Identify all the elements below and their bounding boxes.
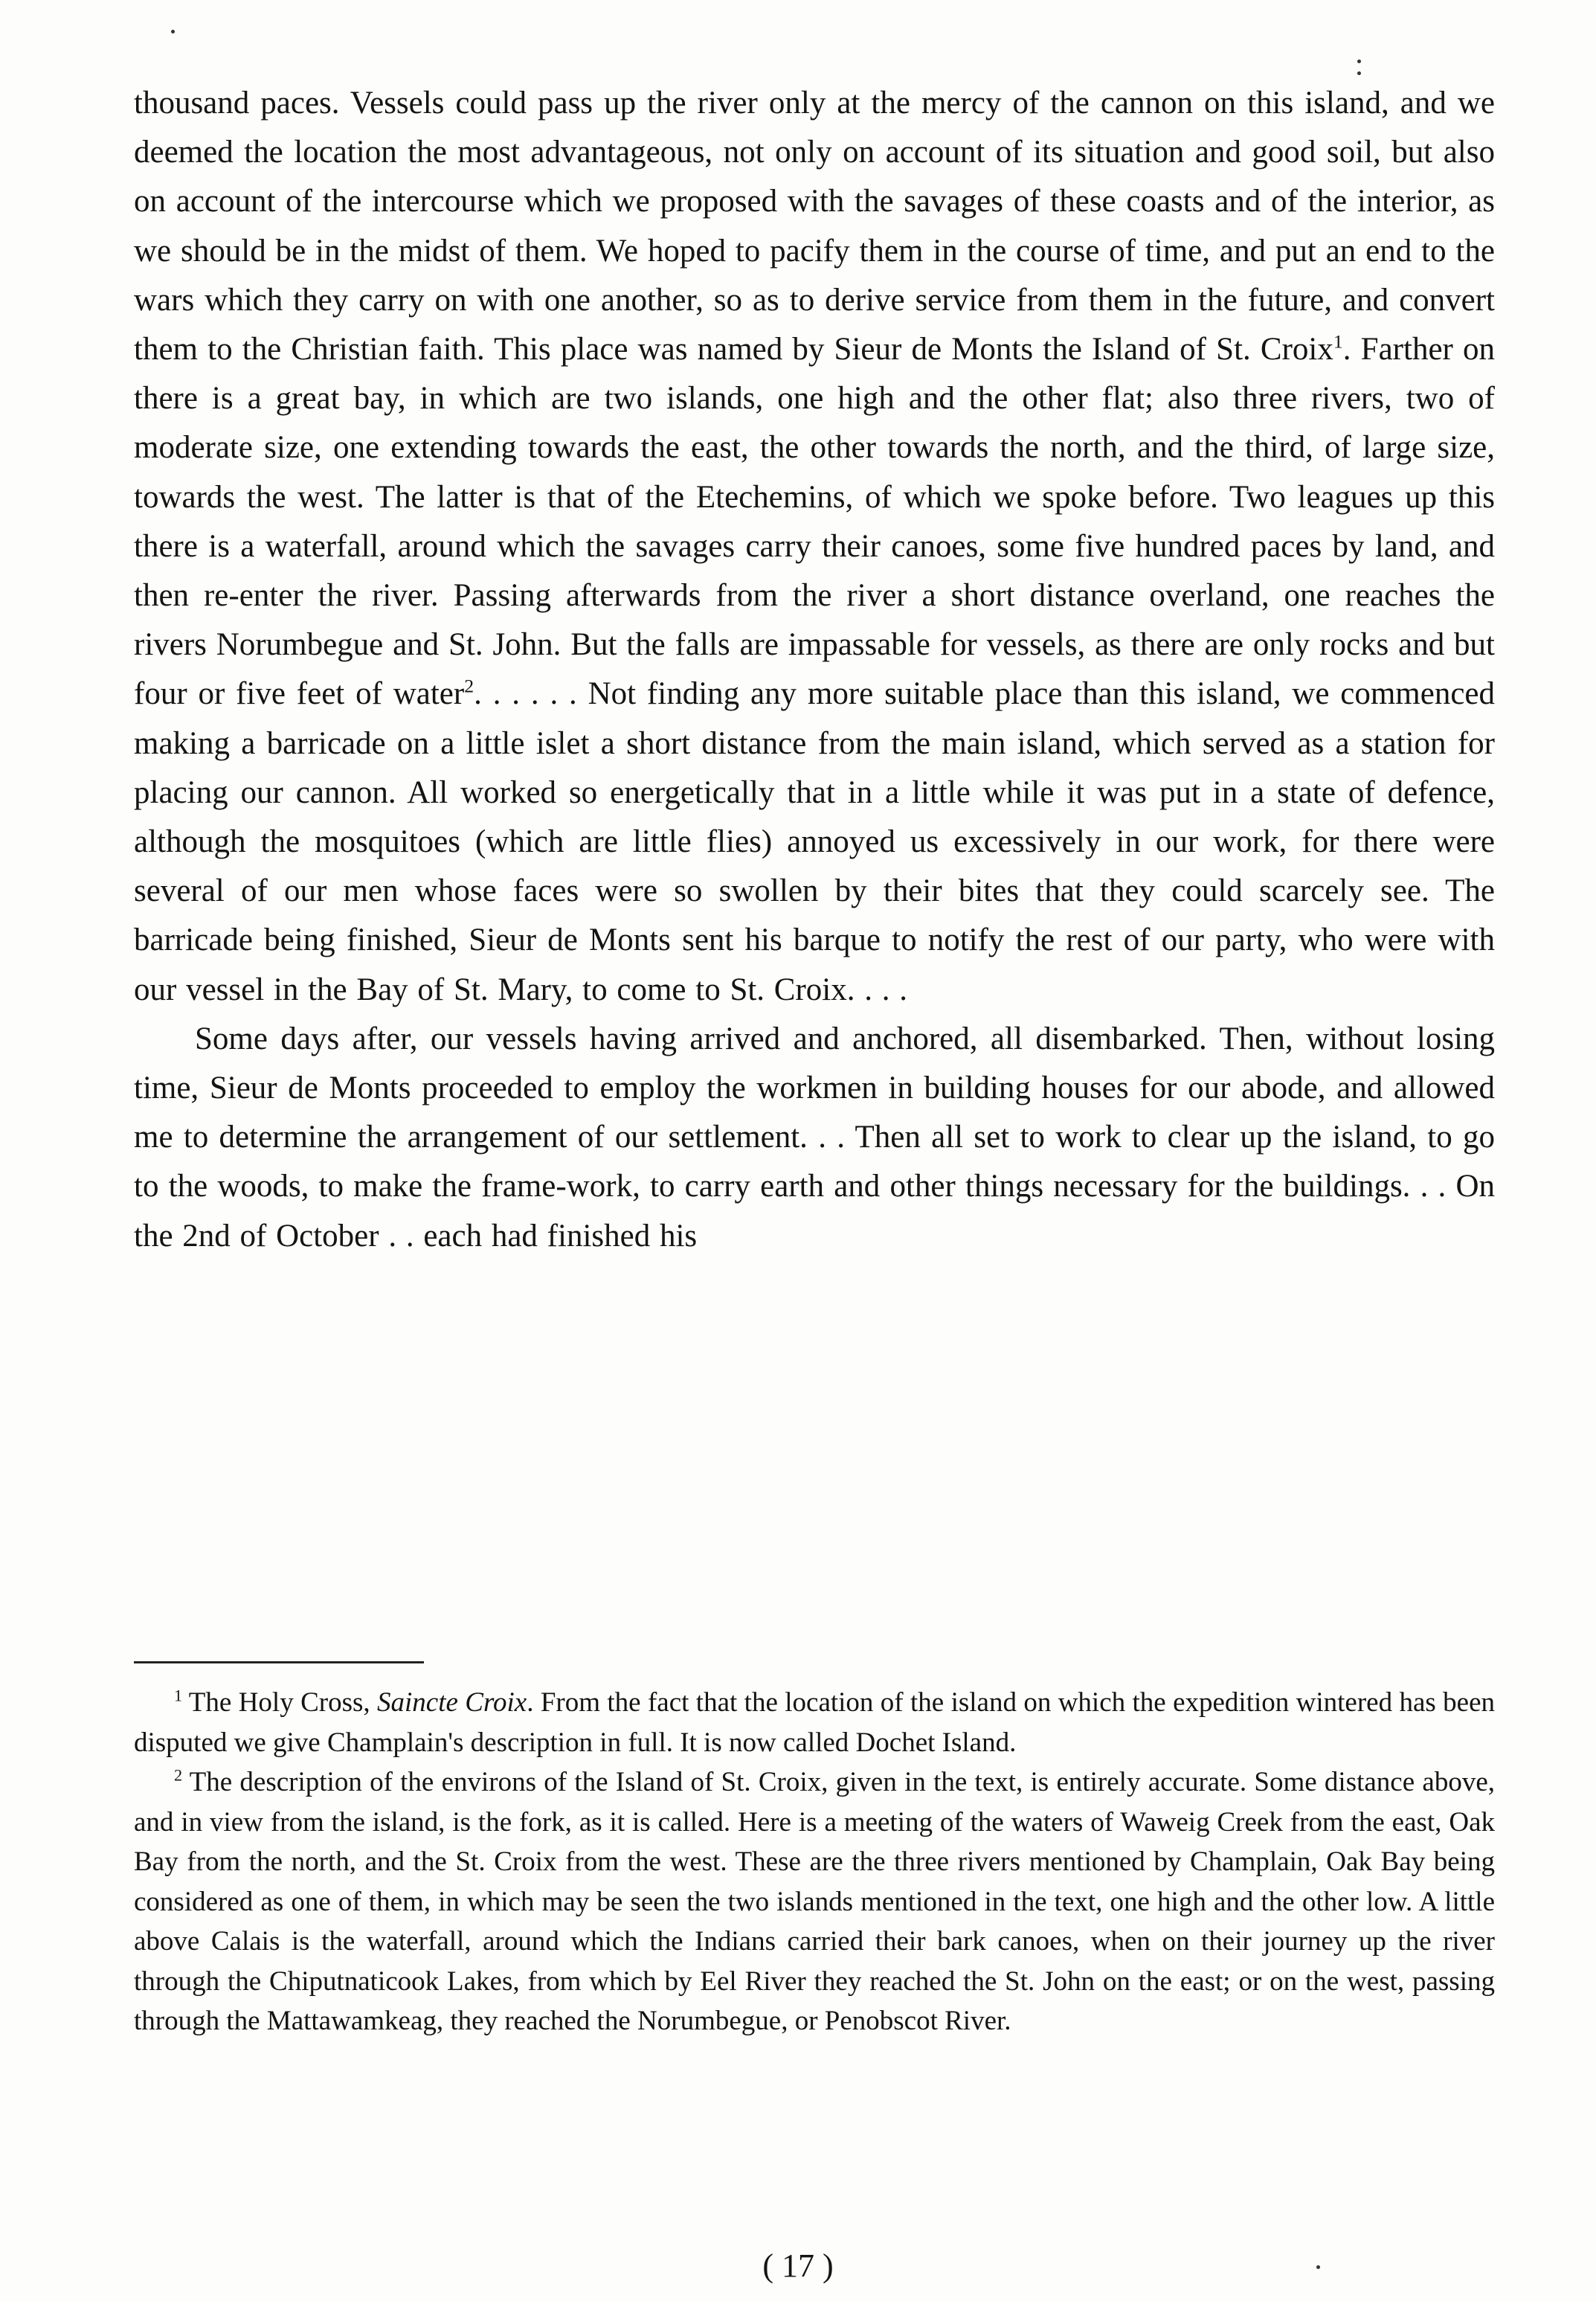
footnote-2 (134, 1762, 1495, 2041)
footnote-1-rest: . From the fact that the location of the island on which the expedition wintered has been disputed we give Champlain's description in full. It is now called Dochet Island. (134, 1687, 1496, 1758)
footnote-2-marker: 2 (174, 1765, 183, 1785)
print-speck (171, 30, 175, 33)
footnotes (134, 1683, 1495, 2041)
footnote-ref-2: 2 (464, 675, 474, 698)
print-speck (1357, 60, 1361, 63)
footnote-2-text: The description of the environs of the Island of St. Croix, given in the text, is entirely accurate. Some distance above, and in view from the island, is the fork, as it is called. Here is a meeting of the waters of Waweig Creek from the east, Oak Bay from the north, and the St. Croix from the west. These are the three rivers mentioned by Champlain, Oak Bay being considered as one of them, in which may be seen the two islands mentioned in the text, one high and the other low. A little above Calais is the waterfall, around which the Indians carried their bark canoes, when on their journey up the river through the Chiputnaticook Lakes, from which by Eel River they reached the St. John on the east; or on the west, passing through the Mattawamkeag, they reached the Norumbegue, or Penobscot River. (134, 1767, 1495, 2036)
paragraph-1-text-c: . . . . . . Not finding any more suitable place than this island, we commenced making a barricade on a little islet a short distance from the main island, which served as a station for placing our cannon. All worked so energetically that in a little while it was put in a state of defence, although the mosquitoes (which are little flies) annoyed us excessively in our work, for there were several of our men whose faces were so swollen by their bites that they could scarcely see. The barricade being finished, Sieur de Monts sent his barque to notify the rest of our party, who were with our vessel in the Bay of St. Mary, to come to St. Croix. . . . (134, 676, 1495, 1007)
paragraph-1-text-b: . Farther on there is a great bay, in which are two islands, one high and the other flat; also three rivers, two of moderate size, one extending towards the east, the other towards the north, and the third, of large size, towards the west. The latter is that of the Etechemins, of which we spoke before. Two leagues up this there is a waterfall, around which the savages carry their canoes, some five hundred paces by land, and then re-enter the river. Passing afterwards from the river a short distance overland, one reaches the rivers Norumbegue and St. John. But the falls are impassable for vessels, as there are only rocks and but four or five feet of water (134, 332, 1496, 712)
paragraph-1 (134, 79, 1495, 1015)
footnote-1 (134, 1683, 1495, 1762)
footnote-1-lead: The Holy Cross, (182, 1687, 378, 1718)
main-text (134, 79, 1495, 1261)
footnote-1-italic: Saincte Croix (377, 1687, 527, 1718)
paragraph-1-text-a: thousand paces. Vessels could pass up the river only at the mercy of the cannon on this island, and we deemed the location the most advantageous, not only on account of its situation and good soil, but also on account of the intercourse which we proposed with the savages of these coasts and of the interior, as we should be in the midst of them. We hoped to pacify them in the course of time, and put an end to the wars which they carry on with one another, so as to derive service from them in the future, and convert them to the Christian faith. This place was named by Sieur de Monts the Island of St. Croix (134, 86, 1495, 368)
footnote-divider (134, 1661, 424, 1663)
footnote-1-marker: 1 (174, 1686, 183, 1705)
print-speck (1316, 2265, 1320, 2269)
print-speck (1357, 71, 1361, 75)
page-number: ( 17 ) (762, 2247, 834, 2284)
footnote-ref-1: 1 (1333, 330, 1343, 353)
paragraph-2: Some days after, our vessels having arrived and anchored, all disembarked. Then, without losing time, Sieur de Monts proceeded to employ the workmen in building houses for our abode, and allowed me to determine the arrangement of our settlement. . . Then all set to work to clear up the island, to go to the woods, to make the frame-work, to carry earth and other things necessary for the buildings. . . On the 2nd of October . . each had finished his (134, 1021, 1495, 1254)
